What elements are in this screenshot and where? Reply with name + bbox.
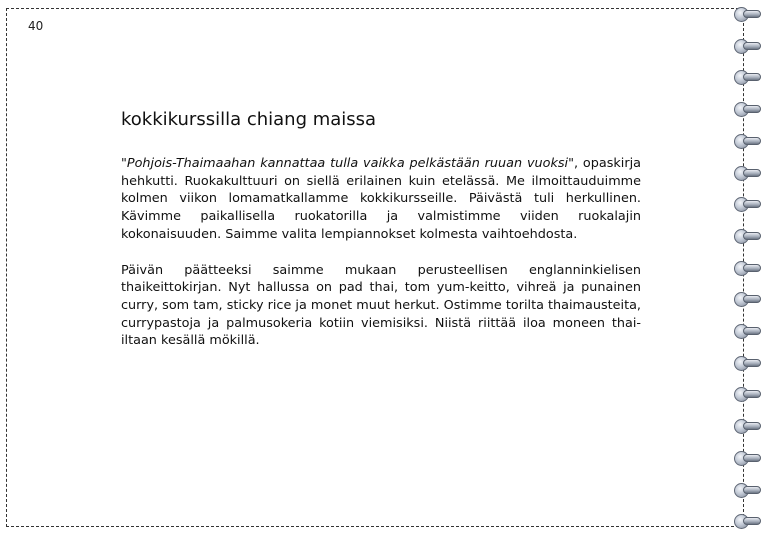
binding-wire-icon bbox=[743, 517, 761, 525]
page-number: 40 bbox=[28, 19, 44, 33]
binding-wire-icon bbox=[743, 422, 761, 430]
binding-wire-icon bbox=[743, 73, 761, 81]
binding-wire-icon bbox=[743, 137, 761, 145]
spiral-ring-icon bbox=[733, 258, 761, 278]
spiral-ring-icon bbox=[733, 289, 761, 309]
spiral-ring-icon bbox=[733, 321, 761, 341]
spiral-ring-icon bbox=[733, 226, 761, 246]
binding-wire-icon bbox=[743, 359, 761, 367]
binding-wire-icon bbox=[743, 295, 761, 303]
binding-wire-icon bbox=[743, 264, 761, 272]
binding-wire-icon bbox=[743, 169, 761, 177]
binding-wire-icon bbox=[743, 390, 761, 398]
spiral-ring-icon bbox=[733, 4, 761, 24]
binding-wire-icon bbox=[743, 232, 761, 240]
spiral-ring-icon bbox=[733, 163, 761, 183]
paragraph-1 bbox=[121, 155, 641, 244]
binding-wire-icon bbox=[743, 486, 761, 494]
spiral-binding bbox=[733, 0, 761, 538]
binding-wire-icon bbox=[743, 200, 761, 208]
spiral-ring-icon bbox=[733, 194, 761, 214]
notebook-page bbox=[6, 8, 744, 527]
spiral-ring-icon bbox=[733, 99, 761, 119]
article-body bbox=[121, 155, 641, 368]
binding-wire-icon bbox=[743, 10, 761, 18]
binding-wire-icon bbox=[743, 327, 761, 335]
page-title: kokkikurssilla chiang maissa bbox=[121, 109, 377, 130]
paragraph-1-text: , opaskirja hehkutti. Ruokakulttuuri on siellä erilainen kuin etelässä. Me ilmoittauduimme kolmen viikon lomamatkallamme kokkikursseille. Päivästä tuli herkullinen. Kävimme paikallisella ruokatorilla ja valmistimme viiden ruokalajin kokonaisuuden. Saimme valita lempiannokset kolmesta vaihtoehdosta. bbox=[121, 156, 641, 242]
spiral-ring-icon bbox=[733, 384, 761, 404]
spiral-ring-icon bbox=[733, 131, 761, 151]
spiral-ring-icon bbox=[733, 36, 761, 56]
spiral-ring-icon bbox=[733, 448, 761, 468]
spiral-ring-icon bbox=[733, 480, 761, 500]
binding-wire-icon bbox=[743, 42, 761, 50]
spiral-ring-icon bbox=[733, 353, 761, 373]
quote-text: "Pohjois-Thaimaahan kannattaa tulla vaikka pelkästään ruuan vuoksi" bbox=[121, 156, 574, 171]
spiral-ring-icon bbox=[733, 416, 761, 436]
paragraph-2: Päivän päätteeksi saimme mukaan perusteellisen englanninkielisen thaikeittokirjan. Nyt hallussa on pad thai, tom yum-keitto, vihreä ja punainen curry, som tam, sticky rice ja monet muut herkut. Ostimme torilta thaimausteita, currypastoja ja palmusokeria kotiin viemisiksi. Niistä riittää iloa moneen thai-iltaan kesällä mökillä. bbox=[121, 262, 641, 349]
spiral-ring-icon bbox=[733, 67, 761, 87]
binding-wire-icon bbox=[743, 454, 761, 462]
spiral-ring-icon bbox=[733, 511, 761, 531]
binding-wire-icon bbox=[743, 105, 761, 113]
